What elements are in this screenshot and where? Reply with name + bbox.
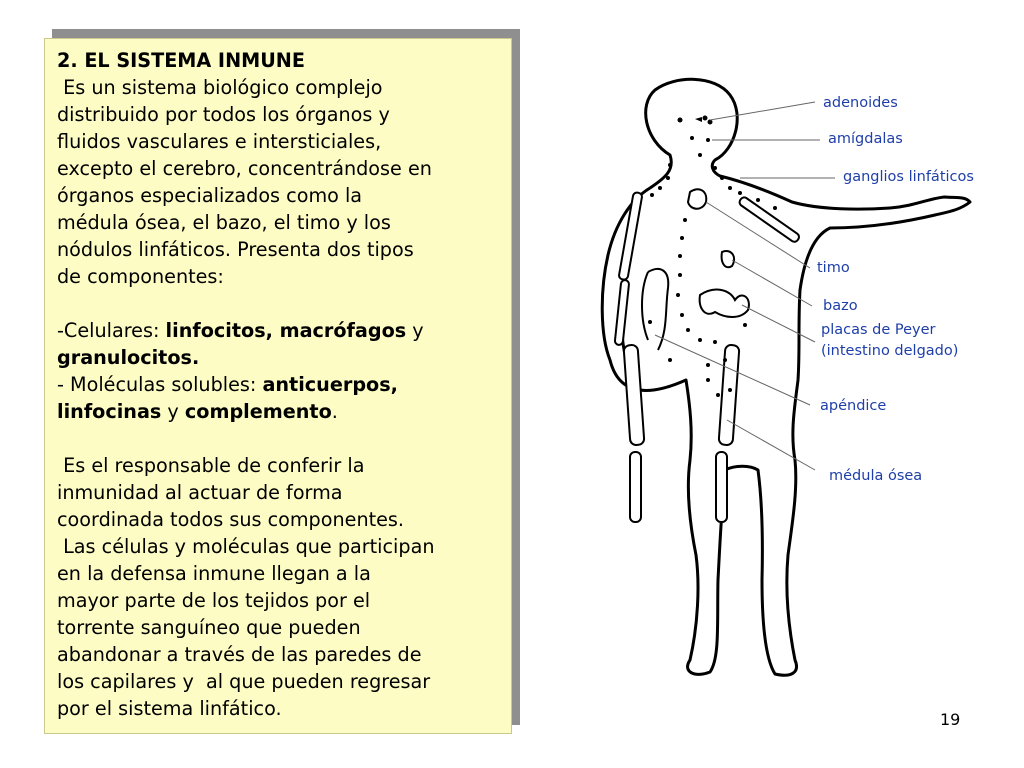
label-intestino-delgado: (intestino delgado)	[821, 343, 959, 359]
intro-line: fluidos vasculares e intersticiales,	[57, 130, 382, 153]
label-adenoides: adenoides	[823, 95, 898, 111]
intro-line: órganos especializados como la	[57, 184, 363, 207]
cellular-components: -Celulares: linfocitos, macrófagos y	[57, 319, 424, 342]
closing-line: mayor parte de los tejidos por el	[57, 589, 371, 612]
intro-line: distribuido por todos los órganos y	[57, 103, 390, 126]
label-ganglios-linfaticos: ganglios linfáticos	[843, 169, 974, 185]
label-placas-peyer: placas de Peyer	[821, 322, 936, 338]
colon	[642, 269, 668, 350]
lymphatic-system-illustration	[530, 60, 1010, 700]
label-apendice: apéndice	[820, 398, 887, 414]
closing-line: inmunidad al actuar de forma	[57, 481, 343, 504]
humerus-bone	[618, 192, 642, 280]
lymph-node-dots	[648, 116, 777, 398]
page-number: 19	[940, 710, 961, 729]
small-intestine	[700, 290, 749, 317]
intro-line: excepto el cerebro, concentrándose en	[57, 157, 432, 180]
thymus	[688, 189, 706, 209]
tibia-right	[716, 452, 727, 522]
spacer	[57, 425, 511, 452]
radius-bone	[615, 280, 630, 345]
cellular-components-cont: granulocitos.	[57, 346, 200, 369]
closing-line: por el sistema linfático.	[57, 697, 282, 720]
soluble-components: - Moléculas solubles: anticuerpos,	[57, 373, 398, 396]
label-bazo: bazo	[823, 298, 858, 314]
section-heading: 2. EL SISTEMA INMUNE	[57, 49, 305, 72]
closing-line: coordinada todos sus componentes.	[57, 508, 405, 531]
soluble-components-cont: linfocinas y complemento.	[57, 400, 338, 423]
label-amigdalas: amígdalas	[828, 131, 903, 147]
closing-line: Las células y moléculas que participan	[57, 535, 435, 558]
closing-line: torrente sanguíneo que pueden	[57, 616, 361, 639]
spacer	[57, 290, 511, 317]
closing-line: en la defensa inmune llegan a la	[57, 562, 371, 585]
label-medula-osea: médula ósea	[829, 468, 923, 484]
text-panel	[44, 38, 512, 734]
closing-line: abandonar a través de las paredes de	[57, 643, 422, 666]
label-timo: timo	[817, 260, 850, 276]
intro-line: nódulos linfáticos. Presenta dos tipos	[57, 238, 414, 261]
intro-line: Es un sistema biológico complejo	[57, 76, 383, 99]
tibia-left	[630, 452, 641, 522]
closing-line: los capilares y al que pueden regresar	[57, 670, 431, 693]
femur-right	[719, 345, 740, 446]
intro-line: médula ósea, el bazo, el timo y los	[57, 211, 391, 234]
spleen	[722, 251, 734, 267]
femur-left	[624, 345, 645, 446]
closing-line: Es el responsable de conferir la	[57, 454, 365, 477]
intro-line: de componentes:	[57, 265, 224, 288]
